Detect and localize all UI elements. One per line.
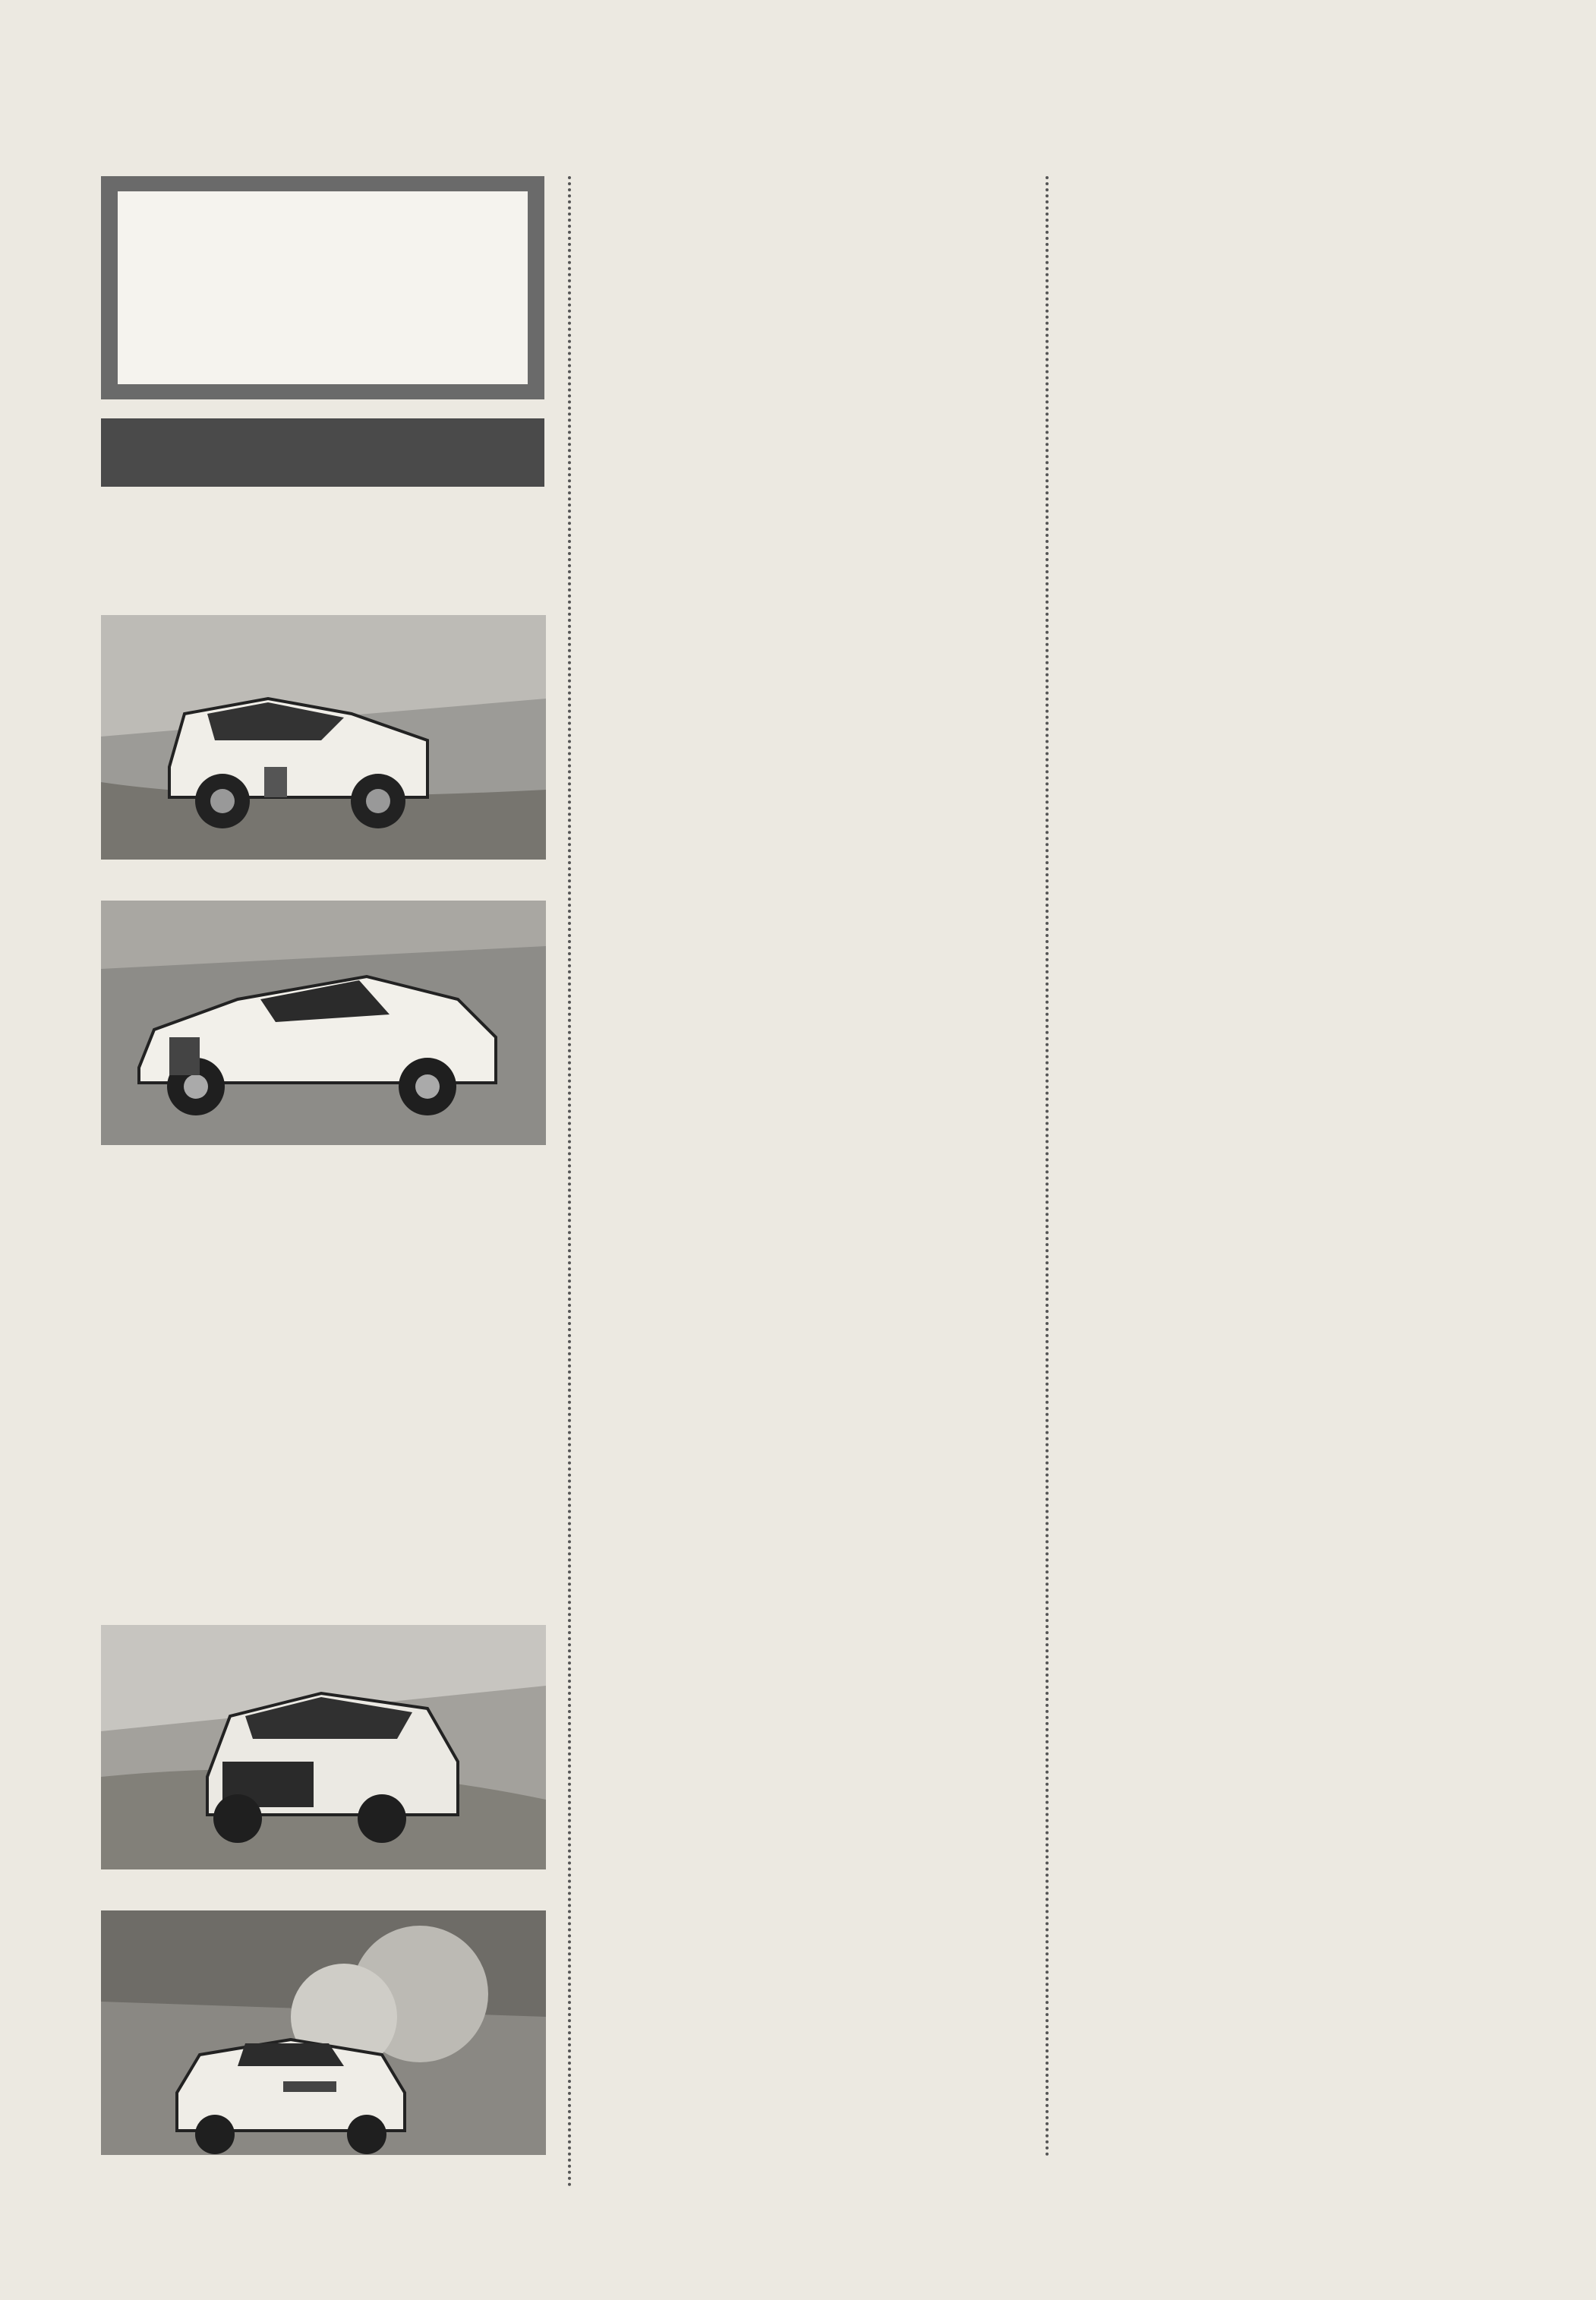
column-separator: [568, 176, 571, 2188]
page-footer: [120, 2206, 154, 2231]
rally-photo-2: [101, 901, 546, 1145]
rally-photo-3: [101, 1625, 546, 1869]
section-bar: [101, 418, 544, 487]
rally-photo-4: [101, 1910, 546, 2155]
council-header: [101, 176, 544, 399]
rally-photo-1: [101, 615, 546, 860]
column-separator: [1046, 176, 1049, 2158]
